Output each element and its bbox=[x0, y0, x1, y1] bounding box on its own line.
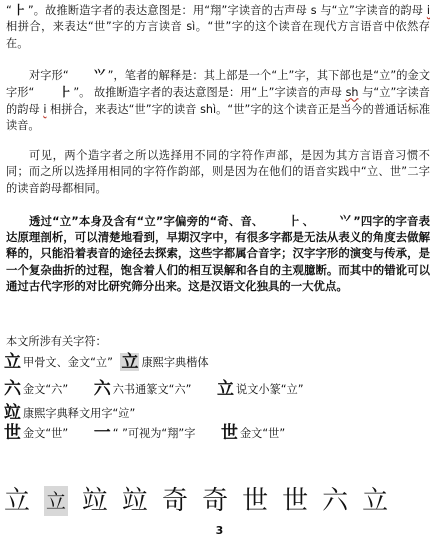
shi-variant-glyph: ⺊ bbox=[13, 3, 26, 17]
bing-glyph-icon: 竝 bbox=[4, 403, 21, 423]
reference-item: 六 六书通篆文“六” bbox=[93, 379, 192, 399]
liu-bronze-glyph-icon: 六 bbox=[4, 379, 21, 399]
li-kangxi-glyph-icon: 立 bbox=[121, 352, 139, 372]
glyph-comparison-row bbox=[4, 486, 388, 516]
big-glyph: 奇 bbox=[162, 486, 189, 516]
shi-bronze-glyph-icon: 世 bbox=[220, 423, 238, 443]
big-glyph: 竝 bbox=[82, 486, 109, 516]
big-glyph: 立 bbox=[4, 486, 31, 516]
liu-seal-glyph-icon: 六 bbox=[93, 379, 111, 399]
reference-item: 立 说文小篆“立” bbox=[217, 379, 304, 399]
reference-item: 立 康熙字典楷体 bbox=[121, 352, 209, 372]
shi-bronze-glyph-icon: 世 bbox=[4, 423, 21, 443]
big-glyph: 世 bbox=[282, 486, 309, 516]
reference-row bbox=[4, 380, 308, 398]
paragraph-1: “ ⺊ ”。故推断造字者的表达意图是：用“翔”字读音的古声母 s 与“立”字读音的韵母 i 相拼合，来表达“世”字的方言读音 sì。“世”字的这个读音在现代方言语音中依然存在。 bbox=[6, 3, 430, 50]
reference-item: 竝 康熙字典释文用字“竝” bbox=[4, 403, 136, 423]
references-title: 本文所涉有关字符： bbox=[6, 335, 107, 348]
xiang-stroke-glyph-icon: 一 bbox=[93, 423, 111, 443]
big-glyph: 六 bbox=[322, 486, 349, 516]
reference-item: 立 甲骨文、金文“立” bbox=[4, 352, 113, 372]
reference-row bbox=[4, 404, 139, 422]
paragraph-4: 透过“立”本身及含有“立”字偏旁的“奇、音、 ⺊ 、 ⺍ ”四字的字音表达原理剖析，可以清楚地看到，早期汉字中，有很多字都是无法从表义的角度去做解释的，只能沿着表音的途径去探索，这些字都属合音字；汉字字形的演变与传承，是一个复杂曲折的过程，饱含着人们的相互误解和各自的主观臆断。而其中的错讹可以通过古代字形的对比研究筛分出来。这是汉语文化独具的一大优点。 bbox=[6, 214, 430, 293]
li-seal-glyph-icon: 立 bbox=[217, 379, 234, 399]
page-number: 3 bbox=[215, 524, 224, 537]
big-glyph: 立 bbox=[44, 486, 68, 516]
big-glyph: 奇 bbox=[202, 486, 229, 516]
big-glyph: 世 bbox=[242, 486, 269, 516]
li-bronze-glyph: ⺊ bbox=[59, 85, 72, 100]
reference-item: 一 “ ”可视为“翔”字 bbox=[93, 423, 196, 443]
reference-item: 世 金文“世” bbox=[220, 423, 286, 443]
reference-item: 六 金文“六” bbox=[4, 379, 69, 399]
big-glyph: 立 bbox=[362, 486, 389, 516]
shi-variant-glyph: ⺊ bbox=[288, 214, 301, 228]
big-glyph: 竝 bbox=[122, 486, 149, 516]
paragraph-2: 对字形“ ⺍ ”，笔者的解释是：其上部是一个“上”字，其下部也是“立”的金文字形“ ⺊ ”。 故推断造字者的表达意图是：用“上”字读音的声母 sh 与“立”字读音的韵母 i 相拼合，来表达“世”字的读音 shì。“世”字的这个读音正是当今的普通话标准读音。 bbox=[6, 68, 431, 133]
reference-row bbox=[4, 353, 213, 371]
shi-variant-glyph: ⺍ bbox=[93, 68, 106, 82]
shi-variant-glyph: ⺍ bbox=[339, 214, 352, 228]
paragraph-3: 可见，两个造字者之所以选择用不同的字符作声部，是因为其方言语音习惯不同；而之所以选择用相同的字符作韵部，则是因为在他们的语音实践中“立、世”二字的读音韵母都相同。 bbox=[6, 149, 430, 195]
li-oracle-glyph-icon: 立 bbox=[4, 352, 21, 372]
reference-item: 世 金文“世” bbox=[4, 423, 69, 443]
reference-row bbox=[4, 424, 289, 442]
